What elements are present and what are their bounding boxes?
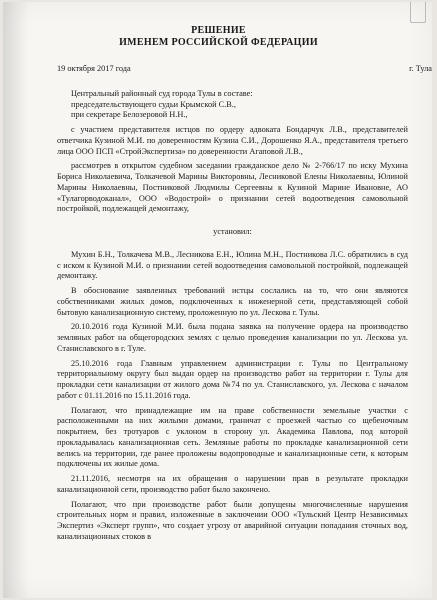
- established-heading: установил:: [213, 227, 252, 236]
- corner-stamp: [410, 2, 426, 23]
- document-date: 19 октября 2017 года: [57, 64, 131, 73]
- document-title: РЕШЕНИЕ: [191, 25, 246, 36]
- body-paragraph: В обоснование заявленных требований истцы сослались на то, что они являются собственниками жилых домов, подключенных к инженерной сети, представляющей собой бытовую канализационную систему, проложенную по ул. Лескова г. Тулы.: [57, 286, 408, 317]
- court-line: Центральный районный суд города Тулы в составе:: [71, 88, 253, 98]
- body-paragraph: Полагают, что принадлежащие им на праве собственности земельные участки с расположенными на них жилыми домами, граничат с проезжей частью со щебеночным покрытием, без тротуаров с уклоном в сторону ул. Академика Павлова, под которой прокладывалась канализационная сеть. Земляные работы по прокладке канализационной сети велись на территории, где ранее проложены водопроводные и канализационные сети, к которым подключены их жилые дома.: [57, 405, 408, 469]
- body-paragraph: 20.10.2016 года Кузиной М.И. была подана заявка на получение ордера на производство земляных работ на общегородских землях с целью проведения канализации по ул. Лескова ул. Станиславского в г. Туле.: [57, 322, 408, 353]
- body-paragraph: Мухин Б.Н., Толкачева М.В., Лесникова Е.Н., Юлина М.Н., Постникова Л.С. обратились в суд с иском к Кузиной М.И. о признании сетей водоотведения самовольной постройкой, подлежащей демонтажу.: [57, 249, 408, 281]
- secretary-line: при секретаре Белозеровой Н.Н.,: [71, 110, 188, 120]
- date-line: [57, 64, 432, 75]
- document-city: г. Тула: [409, 64, 432, 73]
- judge-line: председательствующего судьи Крымской С.В.,: [71, 99, 236, 109]
- considered-paragraph: рассмотрев в открытом судебном заседании гражданское дело № 2-766/17 по иску Мухина Бориса Николаевича, Толкачевой Марины Викторовны, Лесниковой Елены Николаевны, Юлиной Марины Николаевны, Постниковой Людмилы Сергеевны к Кузиной Марине Ивановне, АО «Тулагорводоканал», ООО «Водострой» о признании сетей водоотведения самовольной постройкой, подлежащей демонтажу,: [57, 161, 408, 214]
- document-body: [57, 64, 432, 547]
- participants-paragraph: с участием представителя истцов по ордеру адвоката Бондарчук Л.В., представителей ответчика Кузиной М.И. по доверенностям Кузина С.И., Дорошенко Я.А., представителя третьего лица ООО ПСП «СтройЭкспертиза» по доверенности Агаповой Л.В.,: [57, 125, 408, 156]
- body-paragraph: Полагают, что при производстве работ были допущены многочисленные нарушения строительных норм и правил, изложенные в заключении ООО «Тульский Центр Независимых Экспертиз «Эксперт групп», что создает угрозу от аварийной ситуации попадания сточных вод, канализационных стоков в: [57, 499, 408, 541]
- body-paragraph: 21.11.2016, несмотря на их обращения о нарушении прав в результате прокладки канализационной сети, производство работ было закончено.: [57, 474, 408, 494]
- document-subtitle: ИМЕНЕМ РОССИЙСКОЙ ФЕДЕРАЦИИ: [119, 37, 318, 48]
- body-paragraph: 25.10.2016 года Главным управлением администрации г. Тулы по Центральному территориальному округу был выдан ордер на производство работ на территории г. Тулы для прокладки сети канализации от жилого дома №74 по ул. Станиславского, ул. Лескова с началом работ с 01.11.2016 по 15.11.2016 года.: [57, 358, 408, 400]
